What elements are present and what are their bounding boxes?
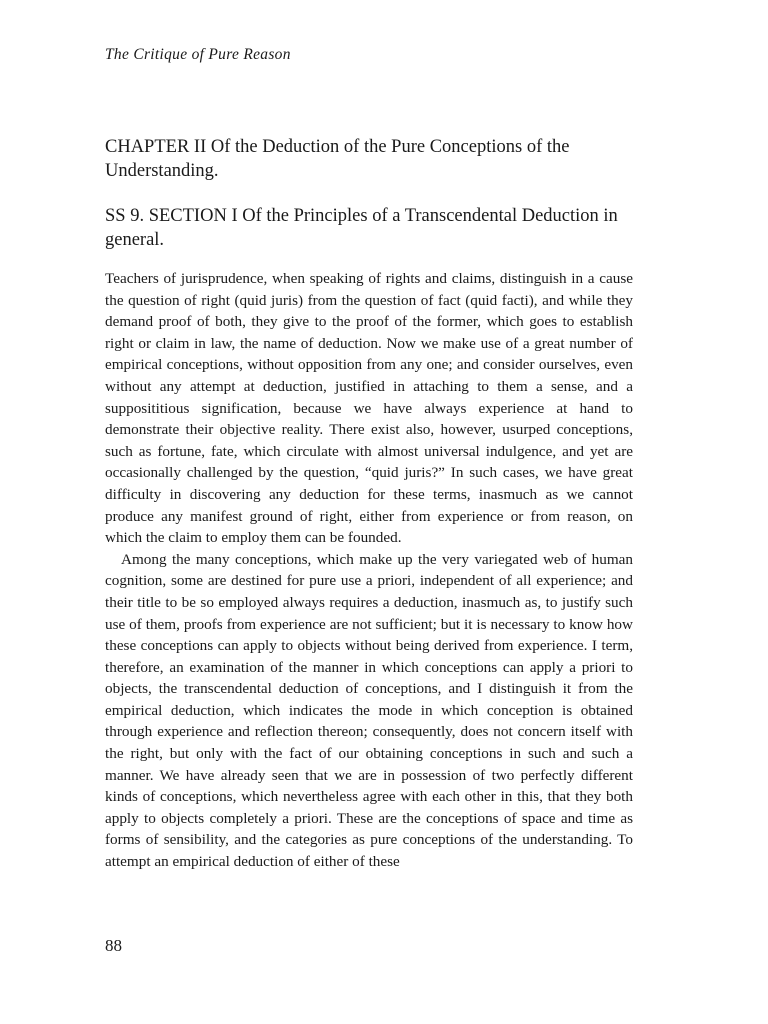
section-heading: SS 9. SECTION I Of the Principles of a Transcendental Deduction in general. [105, 206, 618, 250]
page-number: 88 [105, 936, 122, 955]
running-header: The Critique of Pure Reason [105, 46, 291, 63]
paragraph-2: Among the many conceptions, which make up the very variegated web of human cognition, some are destined for pure use a priori, independent of all experience; and their title to be so employed always requires a deduction, inasmuch as, to justify such use of them, proofs from experience are not sufficient; but it is necessary to know how these conceptions can apply to objects without being derived from experience. I term, therefore, an examination of the manner in which conceptions can apply a priori to objects, the transcendental deduction of conceptions, and I distinguish it from the empirical deduction, which indicates the mode in which conception is obtained through experience and reflection thereon; consequently, does not concern itself with the right, but only with the fact of our obtaining conceptions in such and such a manner. We have already seen that we are in possession of two perfectly different kinds of conceptions, which nevertheless agree with each other in this, that they both apply to objects completely a priori. These are the conceptions of space and time as forms of sensibility, and the categories as pure conceptions of the understanding. To attempt an empirical deduction of either of these [105, 550, 633, 871]
body-text [105, 268, 633, 873]
chapter-heading: CHAPTER II Of the Deduction of the Pure Conceptions of the Understanding. [105, 137, 570, 181]
paragraph-1: Teachers of jurisprudence, when speaking of rights and claims, distinguish in a cause the question of right (quid juris) from the question of fact (quid facti), and while they demand proof of both, they give to the proof of the former, which goes to establish right or claim in law, the name of deduction. Now we make use of a great number of empirical conceptions, without opposition from any one; and consider ourselves, even without any attempt at deduction, justified in attaching to them a sense, and a supposititious signification, because we have always experience at hand to demonstrate their objective reality. There exist also, however, usurped conceptions, such as fortune, fate, which circulate with almost universal indulgence, and yet are occasionally challenged by the question, “quid juris?” In such cases, we have great difficulty in discovering any deduction for these terms, inasmuch as we cannot produce any manifest ground of right, either from experience or from reason, on which the claim to employ them can be founded. [105, 270, 633, 547]
